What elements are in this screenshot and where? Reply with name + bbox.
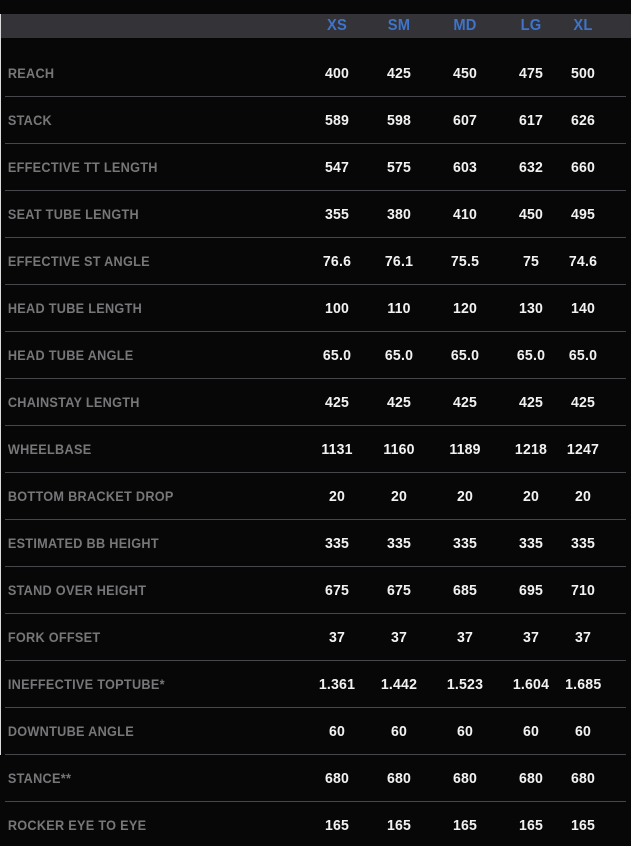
spec-label: EFFECTIVE ST ANGLE <box>7 253 150 269</box>
spec-value: 425 <box>518 393 544 411</box>
spec-value: 165 <box>452 817 478 834</box>
spec-value: 1.523 <box>446 675 484 693</box>
spec-label: ROCKER EYE TO EYE <box>7 818 147 833</box>
spec-value: 425 <box>386 64 412 82</box>
spec-row <box>5 379 626 426</box>
spec-value: 20 <box>328 487 346 505</box>
spec-value: 680 <box>324 769 350 787</box>
spec-value: 20 <box>574 487 592 505</box>
spec-value: 680 <box>386 769 412 787</box>
spec-label: DOWNTUBE ANGLE <box>7 723 134 739</box>
spec-value: 60 <box>390 722 408 740</box>
spec-label: STACK <box>7 112 52 128</box>
spec-value: 20 <box>456 487 474 505</box>
spec-value: 495 <box>570 205 596 223</box>
spec-value: 100 <box>324 299 350 317</box>
spec-value: 400 <box>324 64 350 82</box>
spec-value: 1.442 <box>380 675 418 693</box>
spec-value: 410 <box>452 205 478 223</box>
spec-value: 335 <box>570 534 596 552</box>
spec-value: 335 <box>386 534 412 552</box>
spec-value: 603 <box>452 158 478 176</box>
spec-value: 425 <box>452 393 478 411</box>
spec-row <box>5 661 626 708</box>
spec-value: 675 <box>386 581 412 599</box>
spec-value: 120 <box>452 299 478 317</box>
spec-row <box>5 50 626 97</box>
spec-value: 1247 <box>566 440 600 458</box>
spec-value: 675 <box>324 581 350 599</box>
size-column-header-lg: LG <box>520 17 542 34</box>
spec-value: 76.1 <box>384 252 414 270</box>
spec-value: 76.6 <box>322 252 352 270</box>
size-column-header-md: MD <box>453 17 477 34</box>
spec-value: 660 <box>570 158 596 176</box>
left-edge-artifact <box>0 14 1 755</box>
spec-label: CHAINSTAY LENGTH <box>7 394 140 410</box>
spec-label: SEAT TUBE LENGTH <box>7 206 140 222</box>
spec-value: 1131 <box>321 440 353 458</box>
spec-value: 20 <box>522 487 540 505</box>
spec-value: 335 <box>452 534 478 552</box>
size-column-header-sm: SM <box>387 17 411 34</box>
spec-value: 607 <box>452 111 478 129</box>
spec-value: 450 <box>518 205 544 223</box>
spec-value: 547 <box>324 158 350 176</box>
spec-value: 37 <box>456 628 474 646</box>
spec-row <box>5 755 626 802</box>
spec-value: 1.361 <box>318 675 356 693</box>
spec-row <box>5 426 626 473</box>
spec-row <box>5 144 626 191</box>
spec-value: 37 <box>328 628 346 646</box>
spec-label: INEFFECTIVE TOPTUBE* <box>7 676 165 692</box>
spec-value: 60 <box>456 722 474 740</box>
spec-value: 75.5 <box>450 252 480 270</box>
spec-label: STAND OVER HEIGHT <box>7 582 147 598</box>
spec-value: 335 <box>518 534 544 552</box>
geometry-table-body <box>5 50 626 846</box>
spec-value: 425 <box>386 393 412 411</box>
spec-value: 1.685 <box>565 675 602 693</box>
spec-label: BOTTOM BRACKET DROP <box>7 488 174 504</box>
spec-row <box>5 567 626 614</box>
spec-row <box>5 191 626 238</box>
spec-value: 20 <box>390 487 408 505</box>
spec-row <box>5 285 626 332</box>
spec-value: 617 <box>518 111 544 129</box>
spec-value: 425 <box>324 393 350 411</box>
size-column-header-xs: XS <box>326 17 348 34</box>
size-header-row <box>0 14 631 38</box>
spec-value: 130 <box>518 299 544 317</box>
spec-value: 355 <box>324 205 350 223</box>
spec-row <box>5 802 626 846</box>
spec-value: 60 <box>522 722 540 740</box>
spec-value: 75 <box>522 252 540 270</box>
spec-value: 65.0 <box>384 346 414 364</box>
spec-value: 380 <box>386 205 412 223</box>
spec-value: 37 <box>522 628 540 646</box>
spec-value: 65.0 <box>450 346 480 364</box>
spec-value: 65.0 <box>322 346 352 364</box>
spec-value: 425 <box>570 393 596 411</box>
spec-row <box>5 332 626 379</box>
spec-label: HEAD TUBE ANGLE <box>7 347 134 363</box>
spec-label: ESTIMATED BB HEIGHT <box>7 535 159 551</box>
spec-value: 65.0 <box>568 346 598 364</box>
spec-value: 500 <box>570 64 596 82</box>
spec-row <box>5 473 626 520</box>
spec-value: 475 <box>518 64 544 82</box>
spec-value: 37 <box>574 628 592 646</box>
spec-value: 695 <box>518 581 544 599</box>
spec-value: 60 <box>574 722 592 740</box>
spec-value: 74.6 <box>568 252 598 270</box>
spec-value: 1.604 <box>512 675 550 693</box>
spec-value: 1160 <box>383 440 415 458</box>
spec-value: 685 <box>452 581 478 599</box>
spec-value: 140 <box>570 299 596 317</box>
spec-value: 589 <box>324 111 350 129</box>
spec-value: 165 <box>518 817 544 834</box>
spec-value: 335 <box>324 534 350 552</box>
spec-value: 1189 <box>449 440 481 458</box>
spec-value: 632 <box>518 158 544 176</box>
spec-value: 165 <box>570 817 596 834</box>
spec-label: WHEELBASE <box>7 441 92 457</box>
spec-row <box>5 238 626 285</box>
spec-value: 165 <box>324 817 350 834</box>
spec-value: 680 <box>452 769 478 787</box>
spec-value: 110 <box>387 299 411 317</box>
spec-value: 1218 <box>514 440 548 458</box>
spec-label: EFFECTIVE TT LENGTH <box>7 159 158 175</box>
spec-row <box>5 708 626 755</box>
spec-row <box>5 97 626 144</box>
spec-row <box>5 614 626 661</box>
spec-label: REACH <box>7 65 55 81</box>
spec-value: 575 <box>386 158 412 176</box>
spec-label: FORK OFFSET <box>7 629 101 645</box>
spec-value: 60 <box>328 722 346 740</box>
spec-row <box>5 520 626 567</box>
spec-value: 680 <box>570 769 596 787</box>
size-column-header-xl: XL <box>573 17 593 34</box>
spec-value: 37 <box>390 628 408 646</box>
spec-value: 65.0 <box>516 346 546 364</box>
spec-value: 626 <box>570 111 596 129</box>
spec-value: 450 <box>452 64 478 82</box>
spec-label: HEAD TUBE LENGTH <box>7 300 143 316</box>
spec-value: 598 <box>386 111 412 129</box>
spec-value: 680 <box>518 769 544 787</box>
spec-value: 710 <box>570 581 596 599</box>
spec-value: 165 <box>386 817 412 834</box>
spec-label: STANCE** <box>7 770 72 786</box>
